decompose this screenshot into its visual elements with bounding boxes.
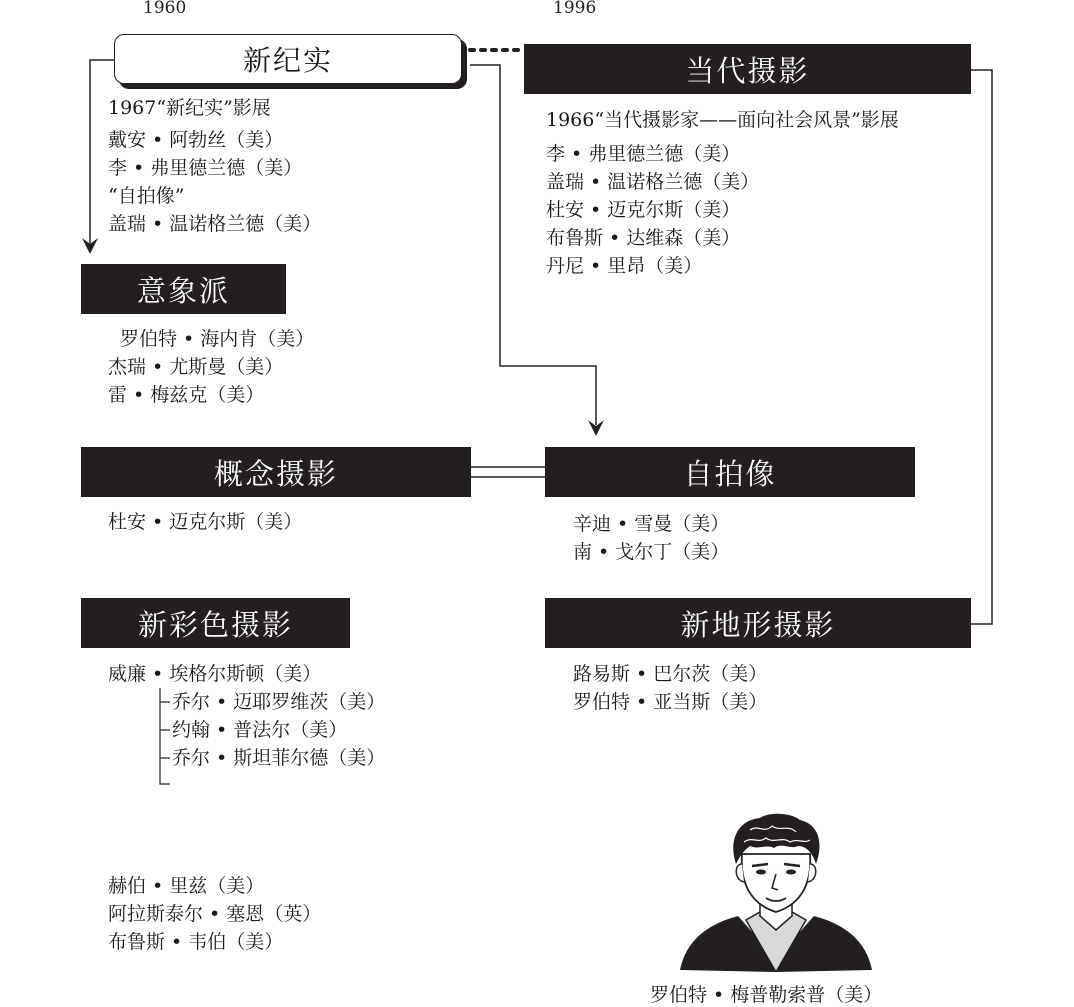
conceptual-list [108,508,302,536]
others-member: 赫伯 • 里兹（美） [108,875,265,897]
portrait-illustration [672,812,882,972]
new-color-box: 新彩色摄影 [81,598,350,648]
self-portrait-member: 辛迪 • 雪曼（美） [573,513,730,535]
new-color-member: 约翰 • 普法尔（美） [172,719,348,741]
year-1960: 1960 [143,0,187,18]
new-documentary-member: 戴安 • 阿勃丝（美） [108,129,284,151]
self-portrait-box: 自拍像 [545,447,915,497]
imagism-member: 罗伯特 • 海内肯（美） [120,328,315,350]
new-topographics-box: 新地形摄影 [545,598,971,648]
others-list [108,872,321,956]
new-color-list [172,688,385,772]
new-documentary-member: 盖瑞 • 温诺格兰德（美） [108,213,322,235]
new-topographics-member: 罗伯特 • 亚当斯（美） [573,691,768,713]
conceptual-member: 杜安 • 迈克尔斯（美） [108,511,303,533]
new-documentary-member: “自拍像” [108,185,185,207]
portrait-caption: 罗伯特 • 梅普勒索普（美） [650,984,883,1006]
self-portrait-list [573,510,729,566]
new-documentary-box: 新纪实 [114,34,462,84]
conceptual-box: 概念摄影 [81,447,471,497]
new-color-member: 乔尔 • 迈耶罗维茨（美） [172,691,386,713]
self-portrait-member: 南 • 戈尔丁（美） [573,541,730,563]
imagism-list [108,325,314,409]
line-contemporary-to-new-topographics [971,70,992,624]
others-member: 布鲁斯 • 韦伯（美） [108,931,284,953]
new-documentary-member: 李 • 弗里德兰德（美） [108,157,303,179]
contemporary-member: 布鲁斯 • 达维森（美） [546,227,741,249]
new-documentary-exhibition: 1967“新纪实”影展 [108,97,271,119]
imagism-box: 意象派 [81,264,286,314]
new-topographics-list [573,660,767,716]
new-color-member: 乔尔 • 斯坦菲尔德（美） [172,747,386,769]
imagism-member: 杰瑞 • 尤斯曼（美） [108,356,284,378]
contemporary-member: 李 • 弗里德兰德（美） [546,143,741,165]
new-documentary-list [108,94,321,238]
contemporary-box: 当代摄影 [524,44,971,94]
year-1996: 1996 [553,0,597,18]
others-member: 阿拉斯泰尔 • 塞恩（英） [108,903,322,925]
contemporary-list [546,106,899,280]
contemporary-member: 杜安 • 迈克尔斯（美） [546,199,741,221]
contemporary-member: 盖瑞 • 温诺格兰德（美） [546,171,760,193]
contemporary-member: 丹尼 • 里昂（美） [546,255,703,277]
imagism-member: 雷 • 梅兹克（美） [108,384,265,406]
new-color-lead: 威廉 • 埃格尔斯顿（美） [108,663,322,685]
new-topographics-member: 路易斯 • 巴尔茨（美） [573,663,768,685]
contemporary-exhibition: 1966“当代摄影家——面向社会风景”影展 [546,109,899,131]
